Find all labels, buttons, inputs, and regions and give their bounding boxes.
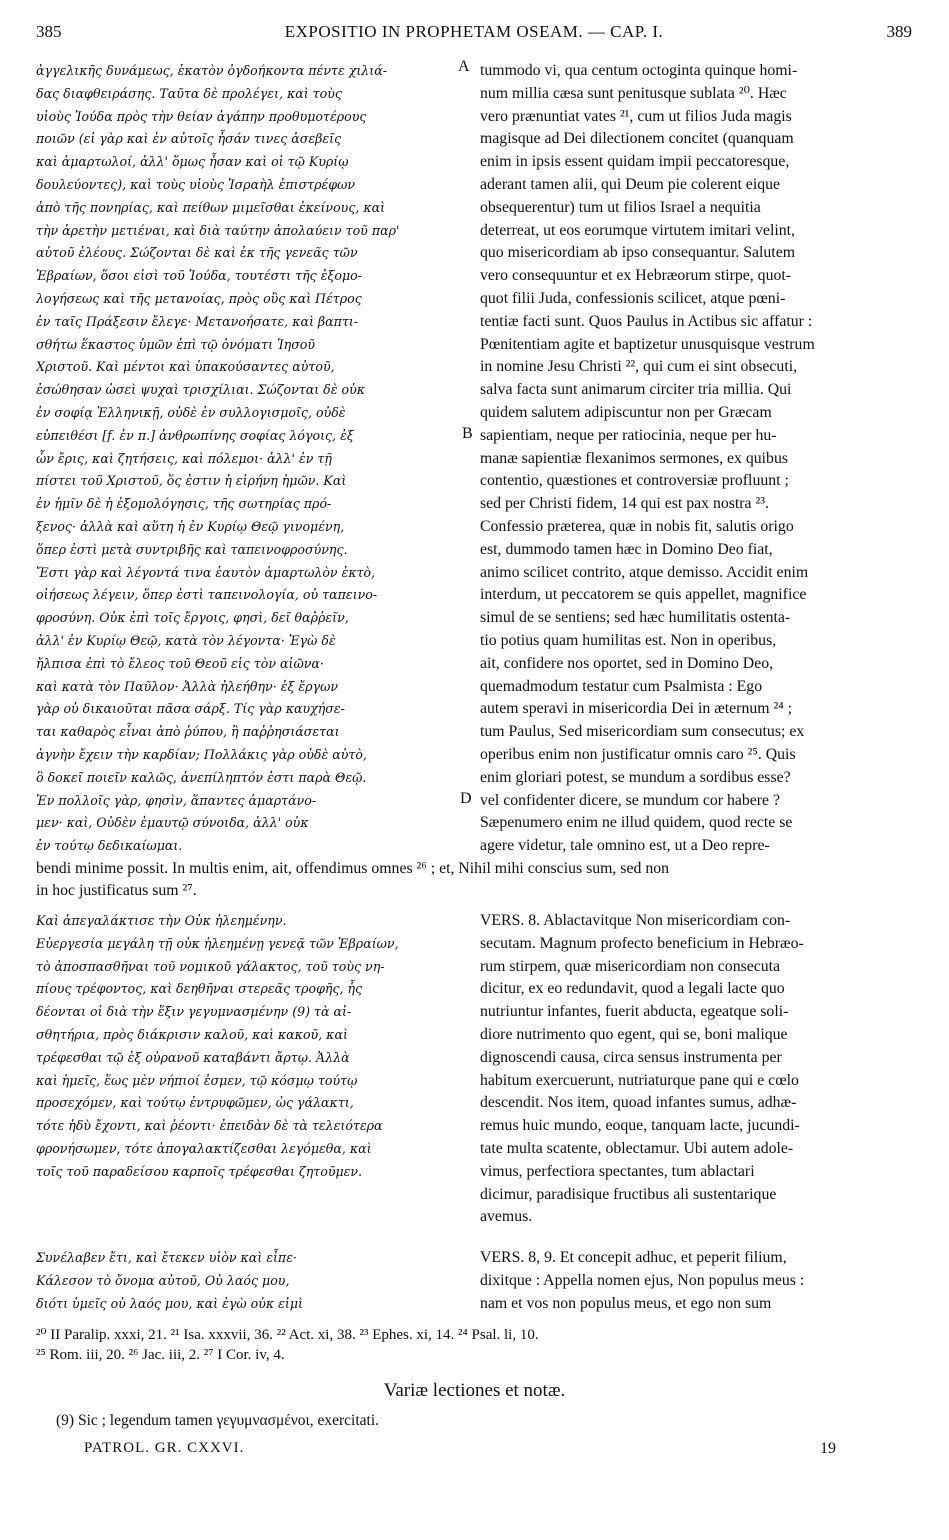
greek-text-line: ξενος· ἀλλὰ καὶ αὕτη ἡ ἐν Κυρίῳ Θεῷ γινομένη, — [36, 518, 345, 534]
latin-text-line: sed per Christi fidem, 14 qui est pax nostra ²³. — [480, 495, 769, 513]
latin-text-line: enim gloriari potest, se mundum a sordibus esse? — [480, 768, 791, 786]
latin-text-line: nutriuntur infantes, fuerit abducta, egeatque soli- — [480, 1003, 789, 1021]
latin-text-line: interdum, ut peccatorem se quis appellet, magnifice — [480, 586, 807, 604]
greek-text-line: διότι ὑμεῖς οὐ λαός μου, καὶ ἐγὼ οὐκ εἰμὶ — [36, 1295, 303, 1311]
greek-text-line: τρέφεσθαι τῷ ἐξ οὐρανοῦ καταβάντι ἄρτῳ. Ἀλλὰ — [36, 1049, 350, 1065]
latin-text-line: quot filii Juda, confessionis scilicet, atque pœni- — [480, 289, 786, 307]
greek-text-line: φρονήσωμεν, τότε ἀπογαλακτίζεσθαι λεγόμεθα, καὶ — [36, 1140, 372, 1156]
latin-text-line: habitum exercuerunt, nutriaturque pane qui e cœlo — [480, 1071, 799, 1089]
greek-text-line: ὧν ἔρις, καὶ ζητήσεις, καὶ πόλεμοι· ἀλλ' ἐν τῇ — [36, 450, 332, 466]
greek-text-line: ἐσώθησαν ὡσεὶ ψυχαὶ τρισχίλιαι. Σώζονται δὲ οὐκ — [36, 382, 366, 398]
greek-text-line: φροσύνη. Οὐκ ἐπὶ τοῖς ἔργοις, φησὶ, δεῖ θαῤῥεῖν, — [36, 610, 349, 626]
latin-text-line: est, dummodo tamen hæc in Domino Deo fiat, — [480, 540, 773, 558]
latin-text-line: in hoc justificatus sum ²⁷. — [36, 882, 197, 899]
latin-text-line: tio potius quam humilitas est. Non in operibus, — [480, 631, 777, 649]
greek-text-line: ποιῶν (εἰ γὰρ καὶ ἐν αὐτοῖς ἦσάν τινες ἀσεβεῖς — [36, 131, 342, 147]
latin-text-line: sapientiam, neque per ratiocinia, neque per hu- — [480, 426, 777, 444]
greek-text-line: Ἔστι γὰρ καὶ λέγοντά τινα ἑαυτὸν ἁμαρτωλὸν ἑκτὸ, — [36, 564, 376, 580]
latin-column-bottom — [480, 1247, 920, 1315]
latin-text-line: agere videtur, tale omnino est, ut a Deo repre- — [480, 837, 770, 855]
latin-text-line: Pœnitentiam agite et baptizetur unusquisque vestrum — [480, 335, 815, 353]
latin-text-line: contentio, quæstiones et controversiæ profluunt ; — [480, 472, 789, 490]
running-title: EXPOSITIO IN PROPHETAM OSEAM. — CAP. I. — [284, 22, 664, 41]
latin-text-line: operibus enim non justificatur omnis caro ²⁵. Quis — [480, 745, 796, 763]
footnote-line: ²⁵ Rom. iii, 20. ²⁶ Jac. iii, 2. ²⁷ I Cor. iv, 4. — [36, 1347, 285, 1363]
latin-text-line: vero consequuntur et ex Hebræorum stirpe, quot- — [480, 267, 792, 285]
latin-text-line: vel confidenter dicere, se mundum cor habere ? — [480, 791, 781, 809]
footnote-line: ²⁰ II Paralip. xxxi, 21. ²¹ Isa. xxxvii, 36. ²² Act. xi, 38. ²³ Ephes. xi, 14. ²⁴ Psal. li, 10. — [36, 1327, 539, 1343]
latin-text-line: dicitur, ex eo redundavit, quod a legali lacte quo — [480, 980, 785, 998]
latin-text-line: ait, confidere nos oportet, sed in Domino Deo, — [480, 654, 774, 672]
latin-text-line: aderant tamen alii, qui Deum pie colerent eique — [480, 175, 781, 193]
latin-text-line: autem speravi in misericordia Dei in æternum ²⁴ ; — [480, 700, 793, 718]
greek-text-line: τότε ἡδὺ ἔχοντι, καὶ ῥέοντι· ἐπειδὰν δὲ τὰ τελειότερα — [36, 1118, 383, 1134]
greek-text-line: ται καθαρὸς εἶναι ἀπὸ ῥύπου, ἢ παῤῥησιάσεται — [36, 724, 340, 740]
latin-text-line: tate multa scatente, oblectamur. Ubi autem adole- — [480, 1139, 794, 1157]
greek-text-line: οἰήσεως λέγειν, ὅπερ ἐστὶ ταπεινολογία, οὐ ταπεινο- — [36, 587, 378, 603]
page-number-left: 385 — [36, 22, 62, 41]
variae-lectiones-heading: Variæ lectiones et notæ. — [383, 1380, 566, 1401]
greek-text-line: Ἐν πολλοῖς γὰρ, φησὶν, ἅπαντες ἁμαρτάνο- — [36, 792, 317, 808]
greek-text-line: δουλεύοντες), καὶ τοὺς υἱοὺς Ἰσραὴλ ἐπιστρέφων — [36, 176, 356, 192]
greek-text-line: Χριστοῦ. Καὶ μέντοι καὶ ὑπακούσαντες αὐτοῦ, — [36, 359, 335, 375]
greek-text-line: τὴν ἀρετὴν μετιέναι, καὶ διὰ ταύτην ἀπολαύειν τοῦ παρ' — [36, 222, 400, 238]
greek-text-line: δας διαφθειράσης. Ταῦτα δὲ προλέγει, καὶ τοὺς — [36, 85, 342, 101]
greek-text-line: ἐν σοφίᾳ Ἑλληνικῇ, οὐδὲ ἐν συλλογισμοῖς, οὐδὲ — [36, 404, 346, 420]
greek-text-line: ἀπὸ τῆς πονηρίας, καὶ πείθων μιμεῖσθαι ἐκείνους, καὶ — [36, 199, 386, 215]
footnotes — [36, 1325, 926, 1365]
greek-text-line: εὐπειθέσι [f. ἐν π.] ἀνθρωπίνης σοφίας λόγοις, ἐξ — [36, 427, 354, 443]
greek-text-line: καὶ ἁμαρτωλοί, ἀλλ' ὅμως ἦσαν καὶ οἱ τῷ Κυρίῳ — [36, 154, 349, 170]
greek-text-line: πίστει τοῦ Χριστοῦ, ὅς ἐστιν ἡ εἰρήνη ἡμῶν. Καὶ — [36, 473, 347, 489]
greek-text-line: ἐν ταῖς Πράξεσιν ἔλεγε· Μετανοήσατε, καὶ βαπτι- — [36, 313, 359, 329]
greek-text-line: γὰρ οὐ δικαιοῦται πᾶσα σάρξ. Τίς γὰρ καυχήσε- — [36, 701, 345, 717]
latin-text-line: dignoscendi causa, circa sensus instrumenta per — [480, 1048, 782, 1066]
greek-text-line: Συνέλαβεν ἔτι, καὶ ἔτεκεν υἱὸν καὶ εἶπε· — [36, 1250, 297, 1265]
column-marker-b: B — [462, 425, 473, 442]
latin-text-line: quidem salutem adipiscuntur non per Græcam — [480, 403, 772, 421]
greek-column-top — [36, 60, 456, 858]
latin-text-line: num millia cæsa sunt penitusque sublata ²⁰. Hæc — [480, 84, 787, 102]
latin-text-line: in nomine Jesu Christi ²², qui cum ei sint obsecuti, — [480, 358, 798, 376]
latin-text-line: animo scilicet contrito, atque demisso. Accidit enim — [480, 563, 809, 581]
greek-text-line: ὅπερ ἐστὶ μετὰ συντριβῆς καὶ ταπεινοφροσύνης. — [36, 541, 348, 557]
latin-text-line: quemadmodum testatur cum Psalmista : Ego — [480, 677, 763, 695]
greek-text-line: ἀγγελικῆς δυνάμεως, ἑκατὸν ὀγδοήκοντα πέντε χιλιά- — [36, 63, 387, 78]
greek-text-line: μεν· καὶ, Οὐδὲν ἐμαυτῷ σύνοιδα, ἀλλ' οὐκ — [36, 815, 309, 831]
latin-text-line: avemus. — [480, 1208, 533, 1226]
greek-text-line: Καὶ ἀπεγαλάκτισε τὴν Οὐκ ἠλεημένην. — [36, 913, 287, 928]
latin-text-line: obsequerentur) tum ut filios Israel a nequitia — [480, 198, 761, 216]
column-marker-a: A — [458, 58, 470, 75]
latin-text-line: secutam. Magnum profecto beneficium in Hebræo- — [480, 934, 804, 952]
greek-text-line: προσεχόμεν, καὶ τούτῳ ἐντρυφῶμεν, ὡς γάλακτι, — [36, 1095, 354, 1111]
greek-text-line: Εὐεργεσία μεγάλη τῇ οὐκ ἠλεημένῃ γενεᾷ τῶν Ἑβραίων, — [36, 935, 399, 951]
greek-column-bottom — [36, 1247, 466, 1315]
latin-text-line: tentiæ facti sunt. Quos Paulus in Actibus sic affatur : — [480, 312, 813, 330]
latin-text-line: rum stirpem, quæ misericordiam non consecuta — [480, 957, 781, 975]
greek-text-line: ὃ δοκεῖ ποιεῖν καλῶς, ἀνεπίληπτόν ἐστι παρὰ Θεῷ. — [36, 769, 367, 785]
greek-text-line: αὐτοῦ ἐλέους. Σώζονται δὲ καὶ ἐκ τῆς γενεᾶς τῶν — [36, 245, 358, 261]
full-width-text — [36, 858, 916, 902]
greek-text-line: καὶ κατὰ τὸν Παῦλον· Ἀλλὰ ἠλεήθην· ἐξ ἔργων — [36, 678, 339, 694]
latin-text-line: VERS. 8. Ablactavitque Non misericordiam con- — [480, 912, 791, 929]
greek-text-line: λογήσεως καὶ τῆς μετανοίας, πρὸς οὓς καὶ Πέτρος — [36, 290, 362, 306]
greek-text-line: υἱοὺς Ἰούδα πρὸς τὴν θείαν ἀγάπην προθυμοτέρους — [36, 108, 367, 124]
greek-text-line: Κάλεσον τὸ ὄνομα αὐτοῦ, Οὐ λαός μου, — [36, 1272, 290, 1288]
greek-text-line: σθητήρια, πρὸς διάκρισιν καλοῦ, καὶ κακοῦ, καὶ — [36, 1026, 348, 1042]
greek-text-line: δέονται οἱ διὰ τὴν ἕξιν γεγυμνασμένην (9) τὰ αἰ- — [36, 1004, 352, 1020]
latin-text-line: manæ sapientiæ flexanimos sermones, ex quibus — [480, 449, 788, 467]
latin-column-middle — [480, 910, 920, 1229]
latin-text-line: diore nutrimento quo egent, qui se, boni malique — [480, 1025, 788, 1043]
greek-text-line: ἀλλ' ἐν Κυρίῳ Θεῷ, κατὰ τὸν λέγοντα· Ἐγὼ δὲ — [36, 632, 336, 648]
latin-text-line: Confessio præterea, quæ in nobis fit, salutis origo — [480, 517, 794, 535]
latin-text-line: Sæpenumero enim ne illud quidem, quod recte se — [480, 814, 793, 832]
greek-text-line: σθήτω ἕκαστος ὑμῶν ἐπὶ τῷ ὀνόματι Ἰησοῦ — [36, 336, 316, 352]
latin-text-line: deterreat, ut eos eorumque virtutem imitari velint, — [480, 221, 795, 239]
latin-text-line: bendi minime possit. In multis enim, ait, offendimus omnes ²⁶ ; et, Nihil mihi conscius sum, sed non — [36, 860, 670, 877]
greek-text-line: ἁγνὴν ἔχειν τὴν καρδίαν; Πολλάκις γὰρ οὐδὲ αὐτὸ, — [36, 746, 367, 762]
latin-text-line: remus huic mundo, eoque, tanquam lacte, jucundi- — [480, 1117, 800, 1135]
latin-text-line: vero prænuntiat vates ²¹, cum ut filios Juda magis — [480, 107, 792, 125]
greek-text-line: πίους τρέφοντος, καὶ δεηθῆναι στερεᾶς τροφῆς, ἧς — [36, 981, 363, 997]
latin-text-line: enim in ipsis essent quidam impii peccatoresque, — [480, 153, 790, 171]
greek-text-line: Ἑβραίων, ὅσοι εἰσὶ τοῦ Ἰούδα, τουτέστι τῆς ἐξομο- — [36, 268, 362, 284]
latin-text-line: descendit. Nos item, quoad infantes sumus, adhæ- — [480, 1094, 797, 1112]
latin-text-line: vimus, perfectiora spectantes, tum ablactari — [480, 1162, 755, 1180]
greek-column-middle — [36, 910, 466, 1184]
latin-text-line: VERS. 8, 9. Et concepit adhuc, et peperit filium, — [480, 1249, 787, 1266]
greek-text-line: ἤλπισα ἐπὶ τὸ ἔλεος τοῦ Θεοῦ εἰς τὸν αἰῶνα· — [36, 655, 324, 671]
latin-text-line: dicimur, paradisique fructibus ali sustentarique — [480, 1185, 777, 1203]
latin-text-line: salva facta sunt animarum circiter tria millia. Qui — [480, 381, 792, 399]
page-header — [36, 22, 912, 48]
footer-signature: 19 — [820, 1440, 836, 1457]
greek-text-line: ἐν ἡμῖν δὲ ἡ ἐξομολόγησις, τῆς σωτηρίας πρό- — [36, 496, 332, 512]
latin-text-line: dixitque : Appella nomen ejus, Non populus meus : — [480, 1271, 805, 1289]
latin-text-line: tum Paulus, Sed misericordiam sum consecutus; ex — [480, 723, 805, 741]
greek-text-line: τὸ ἀποσπασθῆναι τοῦ νομικοῦ γάλακτος, τοῦ τοὺς νη- — [36, 958, 385, 974]
latin-column-top — [480, 60, 920, 858]
latin-text-line: tummodo vi, qua centum octoginta quinque homi- — [480, 62, 798, 79]
greek-text-line: ἐν τούτῳ δεδικαίωμαι. — [36, 838, 183, 854]
footer-volume: PATROL. GR. CXXVI. — [84, 1440, 245, 1456]
column-marker-d: D — [460, 790, 472, 807]
greek-text-line: καὶ ἡμεῖς, ἕως μὲν νήπιοί ἐσμεν, τῷ κόσμῳ τούτῳ — [36, 1072, 358, 1088]
latin-text-line: quo misericordiam ab ipso consequantur. Salutem — [480, 244, 795, 262]
page-number-right: 389 — [886, 22, 912, 41]
latin-text-line: simul de se sentiens; sed hæc humilitatis ostenta- — [480, 609, 791, 627]
latin-text-line: nam et vos non populus meus, et ego non sum — [480, 1294, 772, 1312]
variae-lectiones-note: (9) Sic ; legendum tamen γεγυμνασμένοι, exercitati. — [56, 1412, 379, 1429]
greek-text-line: τοῖς τοῦ παραδείσου καρποῖς τρέφεσθαι ζητοῦμεν. — [36, 1163, 363, 1179]
latin-text-line: magisque ad Dei dilectionem concitet (quanquam — [480, 130, 794, 148]
